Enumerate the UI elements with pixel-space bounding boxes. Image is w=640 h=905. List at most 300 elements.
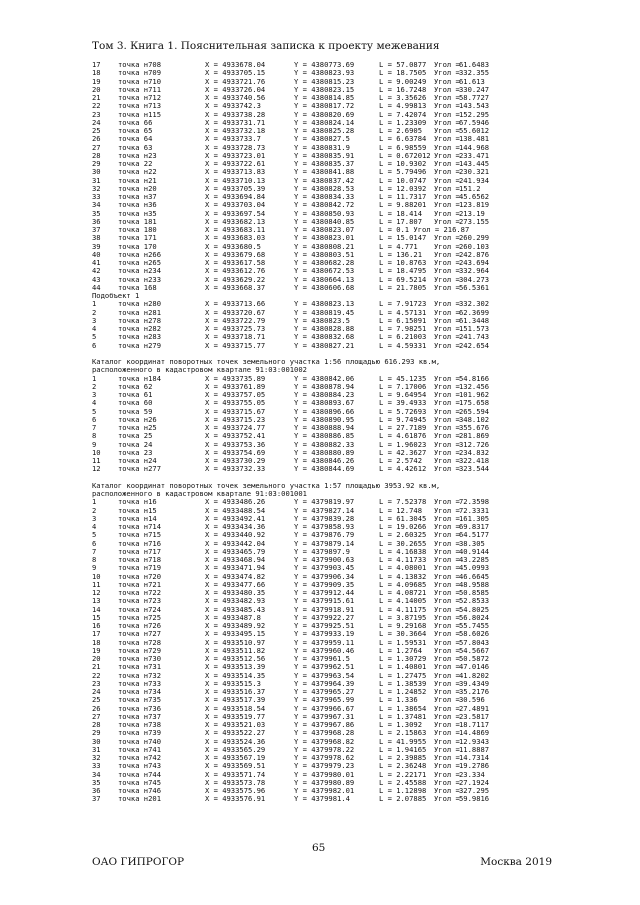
point-name: точка н721	[118, 579, 161, 589]
angle-value: 18.7117	[459, 720, 490, 729]
angle-value: 50.8585	[459, 588, 490, 597]
y-coordinate: Y = 4380823.07	[294, 225, 355, 234]
segment-length: L = 6.21003	[379, 332, 427, 342]
point-number: 1	[92, 299, 97, 309]
x-coordinate: X = 4933480.35	[205, 588, 266, 597]
angle-label: Угол =	[434, 76, 460, 86]
point-name: точка н731	[118, 662, 161, 672]
y-coordinate: Y = 4380893.67	[294, 398, 355, 408]
point-name: точка н37	[118, 192, 157, 201]
y-coordinate: Y = 4380832.68	[294, 332, 355, 342]
segment-length: L = 3.35626	[379, 93, 427, 102]
angle-label: Угол =	[434, 216, 460, 226]
point-number: 22	[92, 670, 101, 680]
x-coordinate: X = 4933715.77	[205, 340, 266, 350]
angle-value: 35.2176	[459, 687, 490, 696]
point-number: 31	[92, 744, 101, 754]
section-heading: Каталог координат поворотных точек земельного участка 1:57 площадью 3953.92 кв.м,	[92, 480, 441, 490]
angle-label: Угол =	[434, 93, 460, 102]
angle-value: 11.8887	[459, 744, 490, 754]
point-name: точка н728	[118, 637, 161, 647]
segment-length: L = 9.74945	[379, 414, 427, 424]
angle-value: 54.5667	[459, 645, 490, 655]
point-name: точка н732	[118, 670, 161, 680]
y-coordinate: Y = 4379982.01	[294, 786, 355, 795]
y-coordinate: Y = 4380823.01	[294, 233, 355, 243]
point-name: точка 62	[118, 381, 153, 391]
angle-value: 41.8202	[459, 670, 490, 680]
point-number: 25	[92, 695, 101, 705]
point-name: точка н21	[118, 175, 157, 185]
point-number: 10	[92, 447, 101, 457]
x-coordinate: X = 4933713.66	[205, 299, 266, 309]
segment-length: L = 1.38654	[379, 703, 427, 713]
angle-value: 30.596	[459, 695, 485, 705]
segment-length: L = 4.42612	[379, 464, 427, 474]
angle-label: Угол =	[434, 68, 460, 78]
section-heading: Каталог координат поворотных точек земельного участка 1:56 площадью 616.293 кв.м,	[92, 357, 441, 366]
y-coordinate: Y = 4380823.93	[294, 68, 355, 78]
angle-label: Угол =	[434, 513, 460, 523]
segment-length: L = 61.3045	[379, 513, 427, 523]
angle-label: Угол =	[434, 266, 460, 276]
point-number: 23	[92, 109, 101, 119]
y-coordinate: Y = 4380823.15	[294, 84, 355, 94]
y-coordinate: Y = 4380825.28	[294, 126, 355, 135]
point-name: точка н14	[118, 513, 157, 523]
angle-label: Угол =	[434, 761, 460, 771]
point-name: точка н15	[118, 505, 157, 515]
angle-value: 40.9144	[459, 546, 490, 556]
x-coordinate: X = 4933510.97	[205, 637, 266, 647]
x-coordinate: X = 4933731.71	[205, 117, 266, 127]
point-number: 18	[92, 637, 101, 647]
point-number: 7	[92, 546, 97, 556]
segment-length: L = 4.08721	[379, 588, 427, 597]
angle-label: Угол =	[434, 654, 460, 663]
angle-value: 23.5817	[459, 711, 490, 721]
point-name: точка н729	[118, 645, 161, 655]
segment-length: L = 39.4933	[379, 398, 427, 408]
angle-value: 62.3699	[459, 307, 490, 317]
angle-label: Угол =	[434, 324, 460, 333]
angle-value: 61.6483	[459, 60, 490, 69]
angle-label: Угол =	[434, 687, 460, 696]
angle-value: 260.299	[459, 233, 490, 243]
angle-label: Угол =	[434, 703, 460, 713]
y-coordinate: Y = 4380672.53	[294, 266, 355, 276]
x-coordinate: X = 4933754.69	[205, 447, 266, 457]
x-coordinate: X = 4933668.37	[205, 282, 266, 292]
segment-length: L = 5.72693	[379, 406, 427, 416]
table-row	[92, 284, 552, 292]
y-coordinate: Y = 4379979.23	[294, 761, 355, 771]
angle-value: 27.4891	[459, 703, 490, 713]
y-coordinate: Y = 4379819.97	[294, 497, 355, 507]
x-coordinate: X = 4933524.36	[205, 736, 266, 746]
y-coordinate: Y = 4379879.14	[294, 538, 355, 548]
y-coordinate: Y = 4379922.27	[294, 612, 355, 622]
x-coordinate: X = 4933617.58	[205, 258, 266, 267]
angle-value: 312.726	[459, 439, 490, 449]
point-number: 32	[92, 183, 101, 193]
y-coordinate: Y = 4379968.82	[294, 736, 355, 746]
angle-label: Угол =	[434, 373, 460, 383]
point-number: 10	[92, 571, 101, 581]
angle-label: Угол =	[434, 117, 460, 127]
angle-value: 161.305	[459, 513, 490, 523]
point-number: 17	[92, 629, 101, 639]
segment-length: L = 21.7805	[379, 282, 427, 292]
angle-label: Угол =	[434, 60, 460, 69]
angle-value: 332.964	[459, 266, 490, 276]
segment-length: L = 1.38539	[379, 678, 427, 688]
angle-value: 72.3331	[459, 505, 490, 515]
angle-value: 101.962	[459, 390, 490, 399]
angle-value: 12.9343	[459, 736, 490, 746]
segment-length: L = 1.27475	[379, 670, 427, 680]
x-coordinate: X = 4933465.79	[205, 546, 266, 556]
angle-label: Угол =	[434, 258, 460, 267]
angle-value: 58.7727	[459, 93, 490, 102]
segment-length: L = 6.63784	[379, 134, 427, 144]
angle-value: 233.471	[459, 150, 490, 160]
point-number: 3	[92, 315, 97, 325]
x-coordinate: X = 4933720.67	[205, 307, 266, 317]
segment-length: L = 4.61876	[379, 431, 427, 441]
point-number: 36	[92, 786, 101, 795]
x-coordinate: X = 4933434.36	[205, 522, 266, 531]
segment-length: L = 18.7505	[379, 68, 427, 78]
segment-length: L = 4.11175	[379, 604, 427, 614]
angle-value: 123.819	[459, 200, 490, 210]
point-number: 3	[92, 513, 97, 523]
segment-length: L = 30.3664	[379, 629, 427, 639]
segment-length: L = 57.0877	[379, 60, 427, 69]
x-coordinate: X = 4933567.19	[205, 753, 266, 762]
y-coordinate: Y = 4380878.94	[294, 381, 355, 391]
y-coordinate: Y = 4379903.45	[294, 563, 355, 573]
y-coordinate: Y = 4379963.54	[294, 670, 355, 680]
y-coordinate: Y = 4380834.33	[294, 192, 355, 201]
point-name: точка н278	[118, 315, 161, 325]
x-coordinate: X = 4933721.76	[205, 76, 266, 86]
footer-organization: ОАО ГИПРОГОР	[92, 856, 185, 868]
y-coordinate: Y = 4379918.91	[294, 604, 355, 614]
segment-length: L = 3.87195	[379, 612, 427, 622]
x-coordinate: X = 4933694.84	[205, 192, 266, 201]
angle-value: 14.4869	[459, 728, 490, 738]
section-heading: расположенного в кадастровом квартале 91:03:001002	[92, 365, 307, 375]
point-number: 5	[92, 530, 97, 540]
angle-value: 45.0993	[459, 563, 490, 573]
segment-length: L = 12.0392	[379, 183, 427, 193]
x-coordinate: X = 4933732.33	[205, 464, 266, 474]
y-coordinate: Y = 4380896.66	[294, 406, 355, 416]
angle-label: Угол =	[434, 175, 460, 185]
angle-label: Угол =	[434, 282, 460, 292]
y-coordinate: Y = 4380815.23	[294, 76, 355, 86]
x-coordinate: X = 4933678.04	[205, 60, 266, 69]
point-number: 24	[92, 117, 101, 127]
point-name: точка н737	[118, 711, 161, 721]
point-name: точка н234	[118, 266, 161, 276]
y-coordinate: Y = 4380823.5	[294, 315, 350, 325]
angle-label: Угол =	[434, 497, 460, 507]
angle-label: Угол =	[434, 711, 460, 721]
angle-label: Угол =	[434, 579, 460, 589]
point-number: 9	[92, 439, 97, 449]
segment-length: L = 1.40801	[379, 662, 427, 672]
point-name: точка н743	[118, 761, 161, 771]
point-number: 19	[92, 76, 101, 86]
point-name: точка н26	[118, 414, 157, 424]
x-coordinate: X = 4933629.22	[205, 274, 266, 284]
segment-length: L = 2.36248	[379, 761, 427, 771]
angle-label: Угол =	[434, 464, 460, 474]
y-coordinate: Y = 4380828.88	[294, 324, 355, 333]
y-coordinate: Y = 4379912.44	[294, 588, 355, 597]
angle-value: 152.295	[459, 109, 490, 119]
x-coordinate: X = 4933680.5	[205, 241, 261, 251]
point-name: точка 60	[118, 398, 153, 408]
point-number: 29	[92, 728, 101, 738]
point-number: 3	[92, 390, 97, 399]
point-number: 6	[92, 340, 97, 350]
point-name: точка 23	[118, 447, 153, 457]
point-name: точка н740	[118, 736, 161, 746]
angle-value: 39.4349	[459, 678, 490, 688]
point-number: 24	[92, 687, 101, 696]
segment-length: L = 4.16838	[379, 546, 427, 556]
angle-label: Угол =	[434, 637, 460, 647]
point-name: точка н36	[118, 200, 157, 210]
point-name: точка н717	[118, 546, 161, 556]
y-coordinate: Y = 4380842.72	[294, 200, 355, 210]
segment-length: L = 4.13832	[379, 571, 427, 581]
segment-length: L = 2.22171	[379, 769, 427, 779]
segment-length: L = 2.39885	[379, 753, 427, 762]
point-name: точка н280	[118, 299, 161, 309]
segment-length: L = 19.0266	[379, 522, 427, 531]
segment-length: L = 4.57131	[379, 307, 427, 317]
segment-length: L = 9.00249	[379, 76, 427, 86]
point-number: 7	[92, 423, 97, 432]
angle-label: Угол =	[434, 596, 460, 606]
point-name: точка н20	[118, 183, 157, 193]
y-coordinate: Y = 4380842.06	[294, 373, 355, 383]
point-name: точка н720	[118, 571, 161, 581]
y-coordinate: Y = 4380846.26	[294, 456, 355, 465]
point-number: 11	[92, 456, 101, 465]
point-number: 25	[92, 126, 101, 135]
y-coordinate: Y = 4379965.99	[294, 695, 355, 705]
y-coordinate: Y = 4380840.85	[294, 216, 355, 226]
point-number: 21	[92, 93, 101, 102]
x-coordinate: X = 4933517.39	[205, 695, 266, 705]
x-coordinate: X = 4933565.29	[205, 744, 266, 754]
angle-label: Угол =	[434, 522, 460, 531]
angle-label: Угол =	[434, 274, 460, 284]
x-coordinate: X = 4933713.83	[205, 167, 266, 177]
table-row	[92, 795, 552, 803]
point-number: 6	[92, 538, 97, 548]
y-coordinate: Y = 4380817.72	[294, 101, 355, 111]
x-coordinate: X = 4933485.43	[205, 604, 266, 614]
y-coordinate: Y = 4379915.61	[294, 596, 355, 606]
segment-length: L = 1.12898	[379, 786, 427, 795]
angle-label: Угол =	[434, 208, 460, 218]
point-name: точка 168	[118, 282, 157, 292]
angle-label: Угол =	[434, 406, 460, 416]
angle-value: 355.676	[459, 423, 490, 432]
point-number: 31	[92, 175, 101, 185]
x-coordinate: X = 4933722.79	[205, 315, 266, 325]
angle-value: 52.8533	[459, 596, 490, 606]
segment-length: L = 9.29168	[379, 621, 427, 630]
angle-value: 243.694	[459, 258, 490, 267]
angle-value: 47.0146	[459, 662, 490, 672]
y-coordinate: Y = 4379965.27	[294, 687, 355, 696]
x-coordinate: X = 4933724.77	[205, 423, 266, 432]
point-name: точка н738	[118, 720, 161, 729]
y-coordinate: Y = 4380888.94	[294, 423, 355, 432]
angle-value: 61.3448	[459, 315, 490, 325]
segment-length: L = 45.1235	[379, 373, 427, 383]
angle-value: 67.5946	[459, 117, 490, 127]
y-coordinate: Y = 4380814.85	[294, 93, 355, 102]
point-number: 26	[92, 703, 101, 713]
y-coordinate: Y = 4380808.21	[294, 241, 355, 251]
angle-label: Угол =	[434, 167, 460, 177]
y-coordinate: Y = 4379925.51	[294, 621, 355, 630]
point-number: 19	[92, 645, 101, 655]
segment-length: L = 6.98559	[379, 142, 427, 152]
point-number: 12	[92, 588, 101, 597]
segment-length: L = 1.3092	[379, 720, 422, 729]
segment-length: L = 2.60325	[379, 530, 427, 540]
point-name: точка н710	[118, 76, 161, 86]
angle-label: Угол =	[434, 678, 460, 688]
point-name: точка н734	[118, 687, 161, 696]
angle-value: 61.613	[459, 76, 485, 86]
x-coordinate: X = 4933482.93	[205, 596, 266, 606]
angle-value: 132.456	[459, 381, 490, 391]
x-coordinate: X = 4933682.13	[205, 216, 266, 226]
x-coordinate: X = 4933730.29	[205, 456, 266, 465]
point-number: 6	[92, 414, 97, 424]
segment-length: L = 7.98251	[379, 324, 427, 333]
point-number: 20	[92, 84, 101, 94]
y-coordinate: Y = 4379966.67	[294, 703, 355, 713]
point-name: точка н742	[118, 753, 161, 762]
angle-value: 64.5177	[459, 530, 490, 540]
segment-length: L = 1.336	[379, 695, 418, 705]
y-coordinate: Y = 4379933.19	[294, 629, 355, 639]
point-name: точка н723	[118, 596, 161, 606]
x-coordinate: X = 4933440.92	[205, 530, 266, 540]
segment-length: L = 6.15091	[379, 315, 427, 325]
point-number: 8	[92, 431, 97, 441]
angle-value: 14.7314	[459, 753, 490, 762]
point-number: 5	[92, 406, 97, 416]
point-name: точка н279	[118, 340, 161, 350]
angle-label: Угол =	[434, 109, 460, 119]
y-coordinate: Y = 4380682.28	[294, 258, 355, 267]
point-number: 43	[92, 274, 101, 284]
angle-value: 242.876	[459, 249, 490, 259]
point-number: 26	[92, 134, 101, 144]
segment-length: L = 1.23309	[379, 117, 427, 127]
point-number: 38	[92, 233, 101, 243]
point-number: 36	[92, 216, 101, 226]
x-coordinate: X = 4933477.66	[205, 579, 266, 589]
page-number: 65	[312, 842, 326, 854]
segment-length: L = 9.64954	[379, 390, 427, 399]
point-name: точка н736	[118, 703, 161, 713]
angle-value: 330.247	[459, 84, 490, 94]
angle-label: Угол =	[434, 249, 460, 259]
point-number: 27	[92, 142, 101, 152]
y-coordinate: Y = 4379961.5	[294, 654, 350, 663]
y-coordinate: Y = 4379967.86	[294, 720, 355, 729]
y-coordinate: Y = 4380664.13	[294, 274, 355, 284]
x-coordinate: X = 4933697.54	[205, 208, 266, 218]
x-coordinate: X = 4933474.82	[205, 571, 266, 581]
point-name: точка н266	[118, 249, 161, 259]
angle-value: 19.2786	[459, 761, 490, 771]
page-header: Том 3. Книга 1. Пояснительная записка к проекту межевания	[92, 40, 440, 52]
angle-label: Угол =	[434, 546, 460, 556]
point-name: точка н718	[118, 555, 161, 564]
segment-length: L = 2.45588	[379, 777, 427, 787]
angle-value: 45.6562	[459, 192, 490, 201]
angle-label: Угол =	[434, 398, 460, 408]
point-number: 41	[92, 258, 101, 267]
point-name: точка н744	[118, 769, 161, 779]
point-name: точка н23	[118, 150, 157, 160]
segment-length: L = 4.08001	[379, 563, 427, 573]
angle-label: Угол =	[434, 414, 460, 424]
x-coordinate: X = 4933718.71	[205, 332, 266, 342]
angle-label: Угол =	[434, 563, 460, 573]
angle-label: Угол =	[434, 538, 460, 548]
point-number: 2	[92, 381, 97, 391]
point-name: точка н25	[118, 423, 157, 432]
point-name: точка н115	[118, 109, 161, 119]
x-coordinate: X = 4933679.68	[205, 249, 266, 259]
point-name: точка 64	[118, 134, 153, 144]
angle-value: 151.573	[459, 324, 490, 333]
point-number: 40	[92, 249, 101, 259]
segment-length: L = 7.52378	[379, 497, 427, 507]
angle-value: 58.6026	[459, 629, 490, 639]
segment-length: L = 2.5742	[379, 456, 422, 465]
point-name: точка 180	[118, 225, 157, 234]
angle-value: 332.355	[459, 68, 490, 78]
angle-value: 55.6012	[459, 126, 490, 135]
point-number: 35	[92, 777, 101, 787]
angle-label: Угол =	[434, 670, 460, 680]
y-coordinate: Y = 4379968.28	[294, 728, 355, 738]
angle-value: 241.934	[459, 175, 490, 185]
segment-length: L = 7.42074	[379, 109, 427, 119]
angle-label: Угол =	[434, 134, 460, 144]
angle-value: 59.9816	[459, 794, 490, 804]
x-coordinate: X = 4933753.36	[205, 439, 266, 449]
y-coordinate: Y = 4380886.85	[294, 431, 355, 441]
point-number: 44	[92, 282, 101, 292]
